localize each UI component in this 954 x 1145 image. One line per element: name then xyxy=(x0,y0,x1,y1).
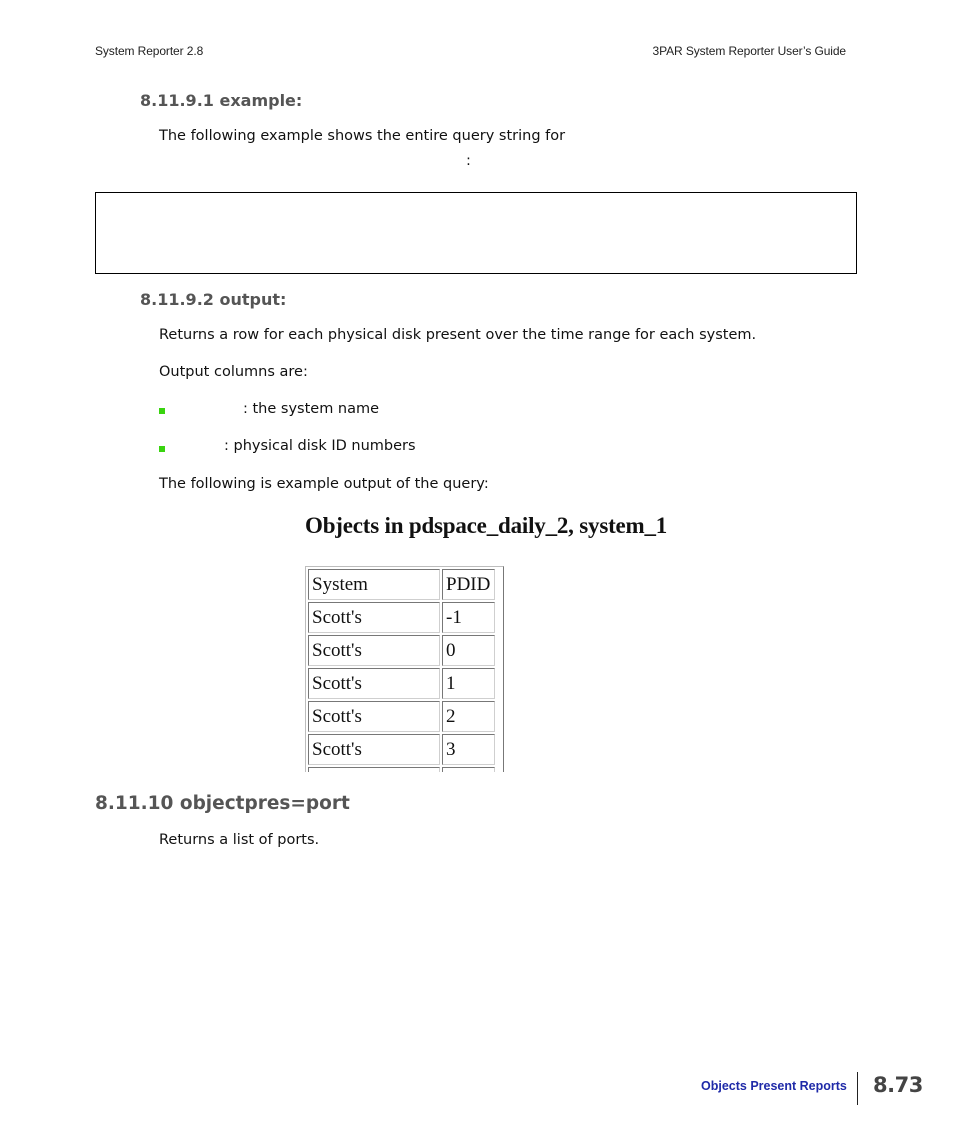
table-row xyxy=(308,668,495,699)
cell-pdid: 1 xyxy=(442,668,495,699)
cell-pdid: 2 xyxy=(442,701,495,732)
column-header-system: System xyxy=(308,569,440,600)
section-heading-example: 8.11.9.1 example: xyxy=(140,91,303,110)
cell-pdid-cropped xyxy=(442,767,495,772)
table-row-partial xyxy=(308,767,495,772)
example-output-table xyxy=(306,567,497,772)
section-heading-port: 8.11.10 objectpres=port xyxy=(95,793,350,814)
example-intro-text: The following example shows the entire query string for xyxy=(159,128,566,144)
table-row xyxy=(308,635,495,666)
example-output-table-frame xyxy=(305,566,504,772)
cell-pdid: -1 xyxy=(442,602,495,633)
cell-system: Scott's xyxy=(308,635,440,666)
table-header-row xyxy=(308,569,495,600)
running-header-left: System Reporter 2.8 xyxy=(95,44,204,58)
output-columns-label: Output columns are: xyxy=(159,364,308,380)
cell-system: Scott's xyxy=(308,602,440,633)
section-heading-output: 8.11.9.2 output: xyxy=(140,290,287,309)
footer-divider xyxy=(857,1072,858,1105)
table-row xyxy=(308,602,495,633)
bullet-square-icon xyxy=(159,446,165,452)
cell-system-cropped xyxy=(308,767,440,772)
cell-system: Scott's xyxy=(308,734,440,765)
cell-system: Scott's xyxy=(308,668,440,699)
cell-pdid: 3 xyxy=(442,734,495,765)
footer-section-label: Objects Present Reports xyxy=(701,1079,847,1093)
bullet-item-pdid: : physical disk ID numbers xyxy=(224,438,416,454)
table-row xyxy=(308,734,495,765)
cell-pdid: 0 xyxy=(442,635,495,666)
example-output-title: Objects in pdspace_daily_2, system_1 xyxy=(305,513,668,538)
table-row xyxy=(308,701,495,732)
page-number: 8.73 xyxy=(873,1073,923,1097)
bullet-item-system: : the system name xyxy=(243,401,380,417)
example-intro-colon: : xyxy=(466,153,471,169)
example-output-intro: The following is example output of the query: xyxy=(159,476,489,492)
port-description: Returns a list of ports. xyxy=(159,832,320,848)
bullet-square-icon xyxy=(159,408,165,414)
column-header-pdid: PDID xyxy=(442,569,495,600)
running-header-right: 3PAR System Reporter User’s Guide xyxy=(652,44,846,58)
cell-system: Scott's xyxy=(308,701,440,732)
code-box xyxy=(95,192,857,274)
output-description: Returns a row for each physical disk present over the time range for each system. xyxy=(159,327,757,343)
